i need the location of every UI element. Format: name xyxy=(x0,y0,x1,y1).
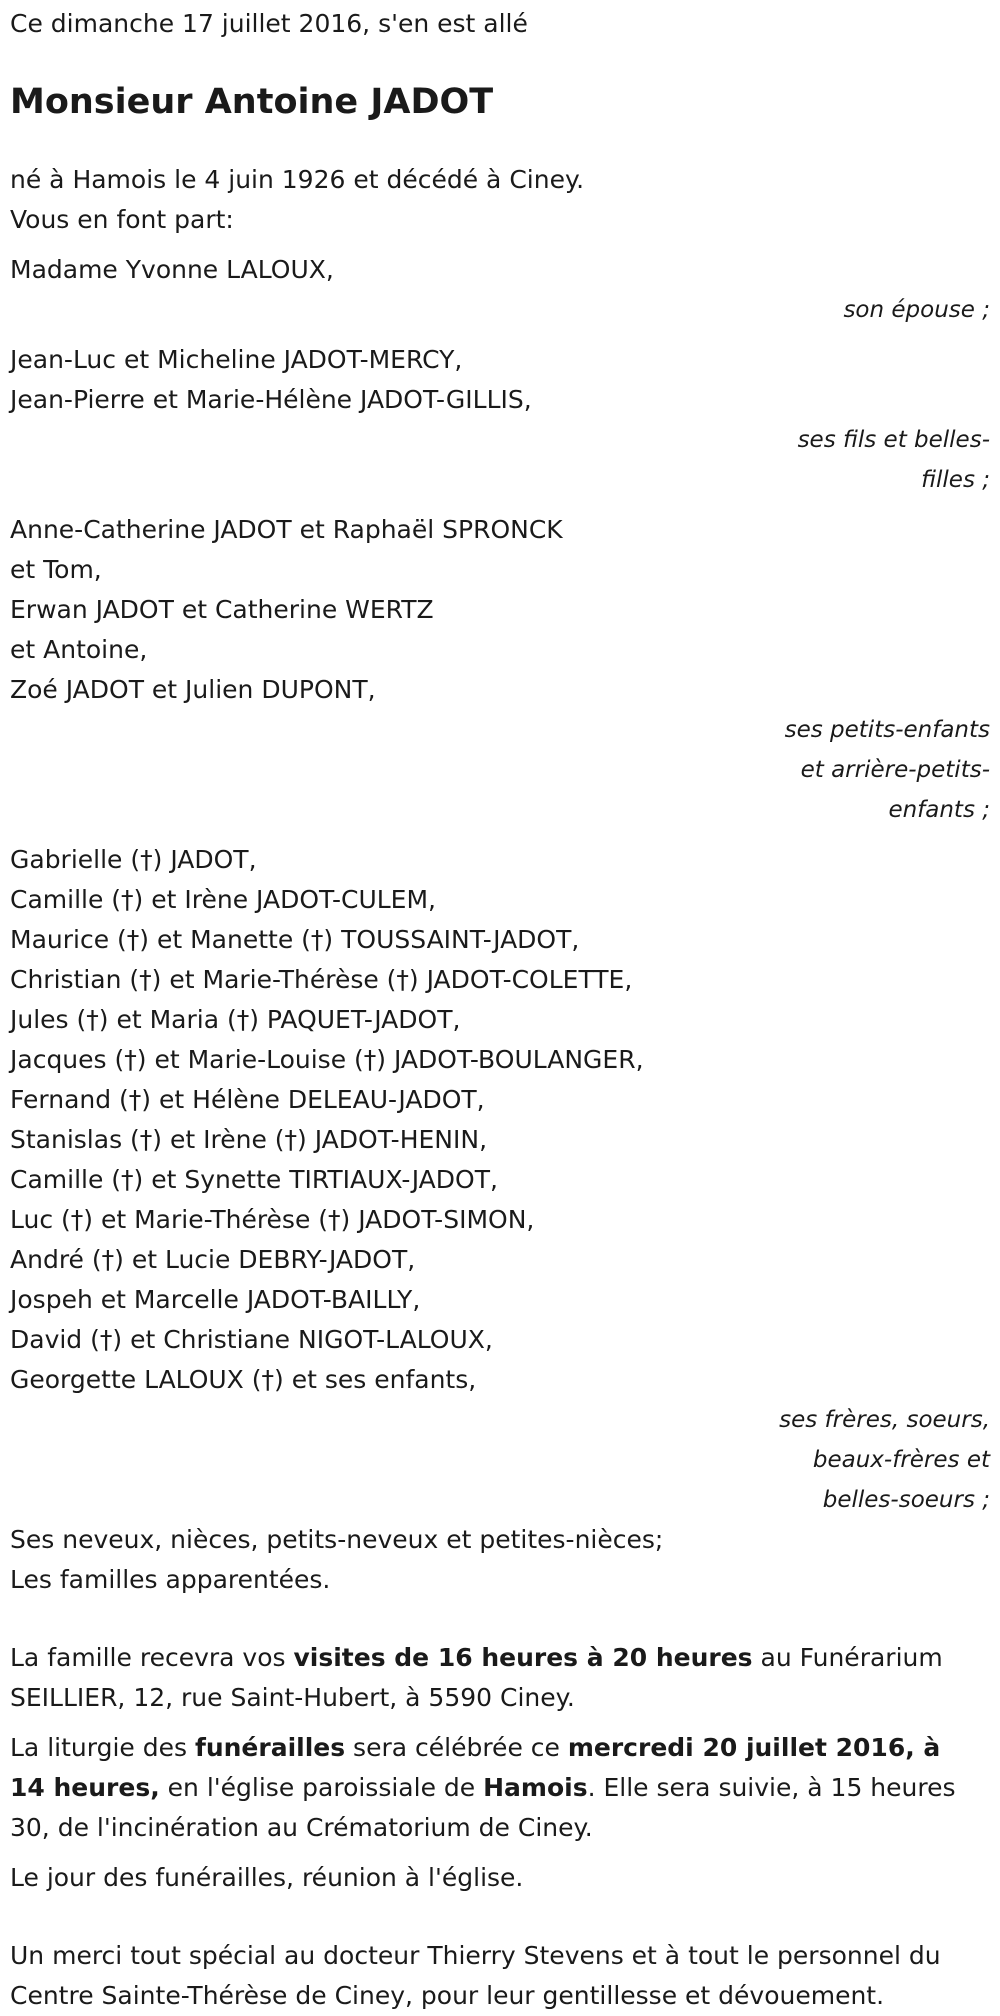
relation-label-line: ses frères, soeurs, xyxy=(779,1407,990,1433)
family-name-line: et Antoine, xyxy=(10,635,148,664)
relation-label xyxy=(10,420,990,500)
relation-label-line: beaux-frères et xyxy=(812,1447,990,1473)
relation-label-line: ses petits-enfants xyxy=(784,717,990,743)
funeral-place: Hamois xyxy=(483,1773,588,1802)
deceased-name: Monsieur Antoine JADOT xyxy=(10,82,494,122)
family-name-line: André (†) et Lucie DEBRY-JADOT, xyxy=(10,1245,416,1274)
relation-label-line: belles-soeurs ; xyxy=(822,1487,990,1513)
relation-label xyxy=(10,1400,990,1520)
funeral-text: en l'église paroissiale de xyxy=(159,1773,484,1802)
family-name-line: Luc (†) et Marie-Thérèse (†) JADOT-SIMON, xyxy=(10,1205,535,1234)
family-name-line: David (†) et Christiane NIGOT-LALOUX, xyxy=(10,1325,493,1354)
group-grandchildren xyxy=(10,510,990,830)
announce-line: Vous en font part: xyxy=(10,205,234,234)
family-name-line: Jules (†) et Maria (†) PAQUET-JADOT, xyxy=(10,1005,461,1034)
relatives-line: Les familles apparentées. xyxy=(10,1565,331,1594)
family-name-line: Georgette LALOUX (†) et ses enfants, xyxy=(10,1365,477,1394)
group-spouse xyxy=(10,250,990,330)
family-name-line: Camille (†) et Synette TIRTIAUX-JADOT, xyxy=(10,1165,498,1194)
family-name-line: Christian (†) et Marie-Thérèse (†) JADOT-COLETTE, xyxy=(10,965,633,994)
relation-label: son épouse ; xyxy=(843,297,990,323)
obituary-notice xyxy=(0,4,990,2016)
family-name-line: Anne-Catherine JADOT et Raphaël SPRONCK xyxy=(10,515,563,544)
visits-hours: visites de 16 heures à 20 heures xyxy=(293,1643,753,1672)
birth-death-line: né à Hamois le 4 juin 1926 et décédé à Ciney. xyxy=(10,165,585,194)
family-name-line: Jean-Luc et Micheline JADOT-MERCY, xyxy=(10,345,463,374)
family-name-line: Madame Yvonne LALOUX, xyxy=(10,255,334,284)
visits-text: La famille recevra vos xyxy=(10,1643,294,1672)
gathering-line: Le jour des funérailles, réunion à l'église. xyxy=(10,1863,524,1892)
family-name-line: Maurice (†) et Manette (†) TOUSSAINT-JADOT, xyxy=(10,925,580,954)
relation-label-line: enfants ; xyxy=(888,797,990,823)
intro-line: Ce dimanche 17 juillet 2016, s'en est allé xyxy=(10,9,528,38)
relation-label-line: filles ; xyxy=(921,467,990,493)
funeral-date: mercredi 20 juillet 2016, à 14 heures, xyxy=(10,1733,941,1802)
funeral-paragraph xyxy=(10,1728,980,1848)
relation-label-line: ses fils et belles- xyxy=(797,427,990,453)
visits-location: au Funérarium SEILLIER, 12, rue Saint-Hubert, à 5590 Ciney. xyxy=(10,1643,943,1712)
family-name-line: Jacques (†) et Marie-Louise (†) JADOT-BOULANGER, xyxy=(10,1045,644,1074)
family-name-line: Gabrielle (†) JADOT, xyxy=(10,845,257,874)
family-name-line: et Tom, xyxy=(10,555,102,584)
group-siblings xyxy=(10,840,990,1520)
relation-label-line: et arrière-petits- xyxy=(800,757,990,783)
funeral-text: La liturgie des xyxy=(10,1733,195,1762)
group-children xyxy=(10,340,990,500)
family-name-line: Stanislas (†) et Irène (†) JADOT-HENIN, xyxy=(10,1125,488,1154)
funeral-text: sera célébrée ce xyxy=(345,1733,568,1762)
funeral-text: . Elle sera suivie, à 15 heures 30, de l'incinération au Crématorium de Ciney. xyxy=(10,1773,956,1842)
funeral-keyword: funérailles xyxy=(194,1733,346,1762)
relation-label xyxy=(10,710,990,830)
family-name-line: Erwan JADOT et Catherine WERTZ xyxy=(10,595,434,624)
relatives-line: Ses neveux, nièces, petits-neveux et petites-nièces; xyxy=(10,1525,664,1554)
family-name-line: Jean-Pierre et Marie-Hélène JADOT-GILLIS, xyxy=(10,385,532,414)
family-name-line: Camille (†) et Irène JADOT-CULEM, xyxy=(10,885,436,914)
family-name-line: Zoé JADOT et Julien DUPONT, xyxy=(10,675,376,704)
visits-paragraph xyxy=(10,1638,980,1718)
thanks-paragraph: Un merci tout spécial au docteur Thierry Stevens et à tout le personnel du Centre Sainte-Thérèse de Ciney, pour leur gentillesse et dévouement. xyxy=(10,1941,941,2010)
family-name-line: Fernand (†) et Hélène DELEAU-JADOT, xyxy=(10,1085,485,1114)
family-name-line: Jospeh et Marcelle JADOT-BAILLY, xyxy=(10,1285,421,1314)
